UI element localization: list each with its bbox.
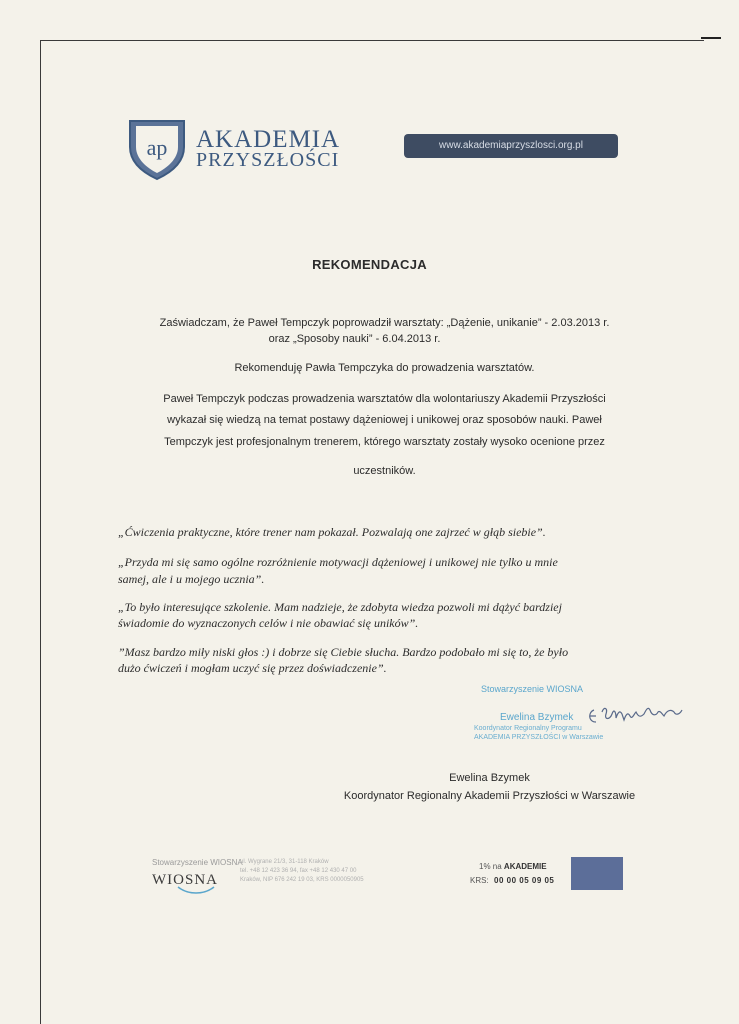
akademia-shield-logo (124, 117, 190, 181)
page-border-top (40, 40, 704, 41)
signatory-name: Ewelina Bzymek (449, 772, 530, 784)
quote-line: dużo ćwiczeń i mogłam uczyć się przez doświadczenie”. (118, 661, 387, 675)
body-line: Paweł Tempczyk podczas prowadzenia warsztatów dla wolontariuszy Akademii Przyszłości (163, 393, 606, 405)
intro-line-1: Zaświadczam, że Paweł Tempczyk poprowadził warsztaty: „Dążenie, unikanie” - 2.03.2013 r. (159, 317, 610, 329)
footer-org: Stowarzyszenie WIOSNA (152, 858, 243, 867)
logo-subtitle: PRZYSZŁOŚCI (196, 149, 340, 171)
quote-line: samej, ale i u mojego ucznia”. (118, 572, 265, 586)
body-line: uczestników. (353, 465, 416, 477)
logo-monogram: ap (146, 135, 168, 160)
footer-address-line: tel. +48 12 423 36 94, fax +48 12 430 47 00 (240, 868, 357, 874)
stamp-org: Stowarzyszenie WIOSNA (481, 684, 584, 694)
one-percent-strong: AKADEMIE (503, 862, 547, 871)
footer-address (240, 858, 400, 885)
stamp-role-2: AKADEMIA PRZYSZŁOŚCI w Warszawie (474, 734, 604, 741)
footer-blue-box (571, 857, 623, 890)
recommend-line: Rekomenduję Pawła Tempczyka do prowadzenia warsztatów. (234, 362, 535, 374)
footer-address-line: Kraków, NIP 676 242 19 03, KRS 0000050905 (240, 877, 364, 883)
quote-line: „Ćwiczenia praktyczne, które trener nam pokazał. Pozwalają one zajrzeć w głąb siebie”. (118, 525, 546, 539)
wiosna-logo-arc (176, 885, 216, 895)
krs-label: KRS: (470, 876, 489, 885)
stamp-name: Ewelina Bzymek (500, 712, 574, 723)
signatory-role: Koordynator Regionalny Akademii Przyszłości w Warszawie (343, 790, 636, 802)
one-percent-label (479, 862, 547, 871)
stamp-role-1: Koordynator Regionalny Programu (474, 725, 582, 732)
body-line: wykazał się wiedzą na temat postawy dążeniowej i unikowej oraz sposobów nauki. Paweł (167, 414, 602, 426)
handwritten-signature (586, 702, 686, 730)
intro-line-2: oraz „Sposoby nauki” - 6.04.2013 r. (268, 333, 441, 345)
website-url: www.akademiaprzyszlosci.org.pl (404, 134, 618, 158)
krs-number: 00 00 05 09 05 (494, 876, 555, 885)
body-line: Tempczyk jest profesjonalnym trenerem, którego warsztaty zostały wysoko ocenione przez (164, 436, 605, 448)
footer-address-line: ul. Wygrane 21/3, 31-118 Kraków (240, 859, 329, 865)
quote-line: świadomie do wyznaczonych celów i nie obawiać się uników”. (118, 616, 419, 630)
page-border-left (40, 40, 41, 1024)
quote-line: „Przyda mi się samo ogólne rozróżnienie motywacji dążeniowej i unikowej nie tylko u mnie (118, 555, 558, 569)
one-percent-prefix: 1% na (479, 862, 502, 871)
document-heading: REKOMENDACJA (312, 257, 427, 272)
quote-line: „To było interesujące szkolenie. Mam nadzieje, że zdobyta wiedza pozwoli mi dążyć bardziej (118, 600, 562, 614)
quote-line: ”Masz bardzo miły niski głos :) i dobrze się Ciebie słucha. Bardzo podobało mi się to, że było (118, 645, 569, 659)
logo-title: AKADEMIA (196, 126, 341, 153)
scan-mark (701, 37, 721, 39)
wiosna-logo: WIOSNA (152, 872, 218, 888)
